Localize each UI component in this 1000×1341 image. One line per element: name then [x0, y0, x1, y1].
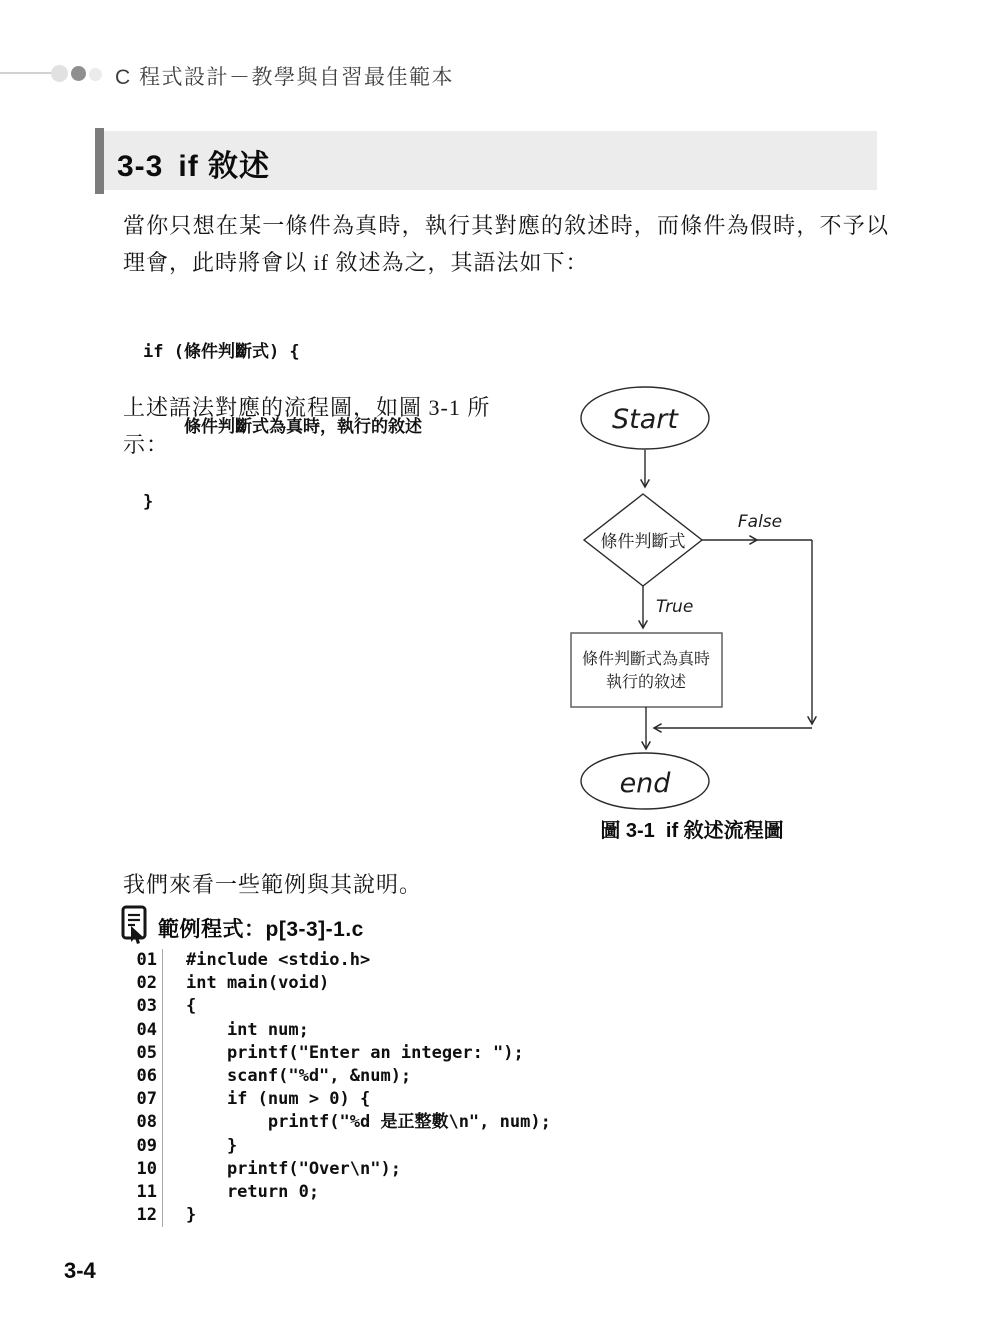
- code-text: int main(void): [162, 972, 329, 995]
- code-line: [133, 1111, 551, 1134]
- header-rule: [0, 72, 52, 74]
- end-label: end: [619, 768, 671, 799]
- syntax-line: 條件判斷式為真時，執行的敘述: [143, 417, 422, 437]
- intro-paragraph: 當你只想在某一條件為真時，執行其對應的敘述時，而條件為假時，不予以理會，此時將會以 if 敘述為之，其語法如下：: [123, 213, 889, 275]
- syntax-line: }: [143, 492, 154, 512]
- example-label: 範例程式：p[3-3]-1.c: [158, 918, 364, 941]
- line-number: 06: [136, 1066, 157, 1087]
- code-text: return 0;: [162, 1181, 319, 1204]
- code-text: if (num > 0) {: [162, 1088, 370, 1111]
- line-number: 05: [136, 1042, 157, 1063]
- condition-label: 條件判斷式: [600, 532, 686, 552]
- examples-intro: 我們來看一些範例與其說明。: [123, 872, 423, 897]
- true-label: True: [656, 597, 694, 617]
- action-node: [571, 633, 722, 707]
- code-line: [133, 995, 551, 1018]
- figure-caption: 圖 3-1 if 敘述流程圖: [600, 820, 784, 842]
- book-title: C 程式設計－教學與自習最佳範本: [115, 66, 454, 89]
- action-label-line2: 執行的敘述: [605, 672, 687, 691]
- header-dot-icon: [71, 66, 86, 81]
- code-line: [133, 1065, 551, 1088]
- code-text: #include <stdio.h>: [162, 949, 370, 972]
- code-line: [133, 1204, 551, 1227]
- flowchart-intro: 上述語法對應的流程圖，如圖 3-1 所示：: [123, 395, 491, 457]
- code-text: int num;: [162, 1019, 309, 1042]
- code-line: [133, 1158, 551, 1181]
- section-number: 3-3: [117, 150, 164, 183]
- code-text: }: [162, 1204, 196, 1227]
- header-dot-icon: [51, 65, 68, 82]
- code-text: scanf("%d", &num);: [162, 1065, 411, 1088]
- start-label: Start: [612, 404, 678, 435]
- action-label-line1: 條件判斷式為真時: [581, 649, 711, 668]
- line-number: 10: [136, 1158, 157, 1179]
- code-text: {: [162, 995, 196, 1018]
- false-label: False: [737, 512, 783, 532]
- header-dot-icon: [89, 68, 102, 81]
- section-title: if 敘述: [178, 150, 271, 183]
- line-number: 03: [136, 996, 157, 1017]
- line-number: 07: [136, 1089, 157, 1110]
- line-number: 09: [136, 1135, 157, 1156]
- section-heading: [117, 141, 270, 185]
- line-number: 11: [136, 1182, 157, 1203]
- code-line: [133, 949, 551, 972]
- code-line: [133, 1019, 551, 1042]
- code-line: [133, 972, 551, 995]
- example-program-icon: [119, 904, 152, 947]
- code-line: [133, 1088, 551, 1111]
- flowchart: [540, 380, 870, 845]
- code-text: printf("Over\n");: [162, 1158, 401, 1181]
- page-number: 3-4: [64, 1258, 96, 1283]
- line-number: 02: [136, 973, 157, 994]
- code-line: [133, 1042, 551, 1065]
- code-text: printf("Enter an integer: ");: [162, 1042, 524, 1065]
- syntax-line: if (條件判斷式) {: [143, 342, 300, 362]
- code-text: }: [162, 1135, 237, 1158]
- line-number: 12: [136, 1205, 157, 1226]
- code-listing: [133, 949, 551, 1227]
- section-accent-bar: [95, 128, 104, 194]
- code-line: [133, 1181, 551, 1204]
- code-text: printf("%d 是正整數\n", num);: [162, 1111, 551, 1134]
- line-number: 04: [136, 1019, 157, 1040]
- line-number: 08: [136, 1112, 157, 1133]
- code-line: [133, 1135, 551, 1158]
- line-number: 01: [136, 950, 157, 970]
